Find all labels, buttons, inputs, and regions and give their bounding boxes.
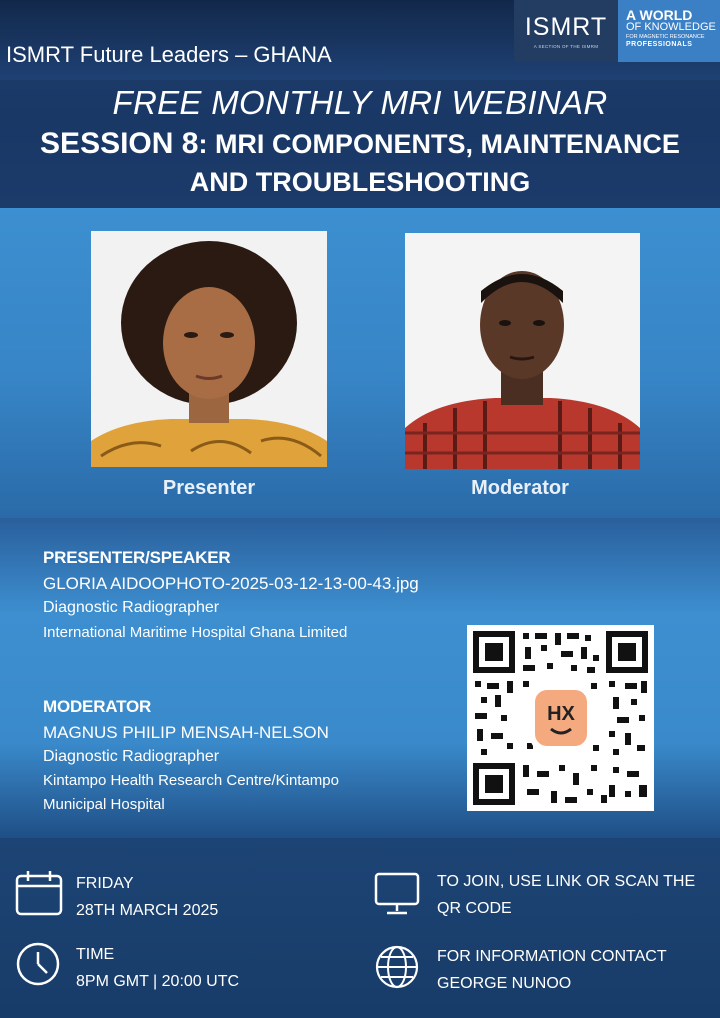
- moderator-organization-line2: Municipal Hospital: [43, 796, 165, 813]
- photos-section: [0, 208, 720, 518]
- session-title-line2: AND TROUBLESHOOTING: [189, 167, 531, 197]
- presenter-caption: Presenter: [162, 477, 256, 499]
- session-title: [0, 125, 720, 201]
- moderator-role: Diagnostic Radiographer: [43, 748, 220, 765]
- presenter-photo: [91, 231, 327, 467]
- event-day: FRIDAY: [76, 875, 134, 892]
- moderator-photo: [405, 233, 640, 469]
- logo-line1: A WORLD: [626, 7, 693, 23]
- presenter-role: Diagnostic Radiographer: [43, 599, 220, 616]
- session-label: SESSION 8: [40, 127, 199, 160]
- ismrt-logo: [514, 0, 720, 62]
- moderator-caption: Moderator: [471, 477, 569, 499]
- org-title: ISMRT Future Leaders – GHANA: [6, 42, 332, 67]
- logo-right-panel: [618, 0, 720, 62]
- logo-line4: PROFESSIONALS: [626, 40, 693, 48]
- join-instructions: [437, 868, 695, 922]
- moderator-name: MAGNUS PHILIP MENSAH-NELSON: [43, 723, 329, 742]
- qr-logo-text: HX: [547, 703, 575, 725]
- webinar-title: FREE MONTHLY MRI WEBINAR: [112, 84, 608, 121]
- logo-left-panel: [514, 0, 618, 62]
- globe-icon: [374, 944, 420, 990]
- session-title-line1: : MRI COMPONENTS, MAINTENANCE: [198, 129, 680, 159]
- qr-code[interactable]: [467, 625, 654, 811]
- contact-info: [437, 943, 667, 997]
- join-line1: TO JOIN, USE LINK OR SCAN THE: [437, 873, 696, 890]
- calendar-icon: [15, 870, 63, 916]
- logo-line2: OF KNOWLEDGE: [626, 21, 716, 33]
- moderator-heading: MODERATOR: [43, 697, 152, 716]
- logo-tagline: A SECTION OF THE ISMRM: [533, 44, 599, 49]
- clock-icon: [15, 941, 61, 987]
- presenter-organization: International Maritime Hospital Ghana Limited: [43, 624, 348, 641]
- logo-line3: FOR MAGNETIC RESONANCE: [626, 34, 705, 40]
- time-value: 8PM GMT | 20:00 UTC: [76, 973, 240, 990]
- presenter-name: GLORIA AIDOOPHOTO-2025-03-12-13-00-43.jpg: [43, 574, 419, 593]
- event-time: [76, 941, 239, 995]
- event-date: [76, 870, 218, 924]
- join-line2: QR CODE: [437, 900, 512, 917]
- presenter-heading: PRESENTER/SPEAKER: [43, 548, 231, 567]
- logo-name: ISMRT: [524, 13, 608, 41]
- header: [0, 0, 720, 208]
- details-section: [0, 518, 720, 838]
- time-label: TIME: [76, 946, 115, 963]
- monitor-icon: [374, 871, 420, 917]
- contact-line1: FOR INFORMATION CONTACT: [437, 948, 667, 965]
- contact-line2: GEORGE NUNOO: [437, 975, 572, 992]
- moderator-organization-line1: Kintampo Health Research Centre/Kintampo: [43, 772, 339, 789]
- event-footer: [0, 838, 720, 1018]
- event-date-value: 28TH MARCH 2025: [76, 902, 219, 919]
